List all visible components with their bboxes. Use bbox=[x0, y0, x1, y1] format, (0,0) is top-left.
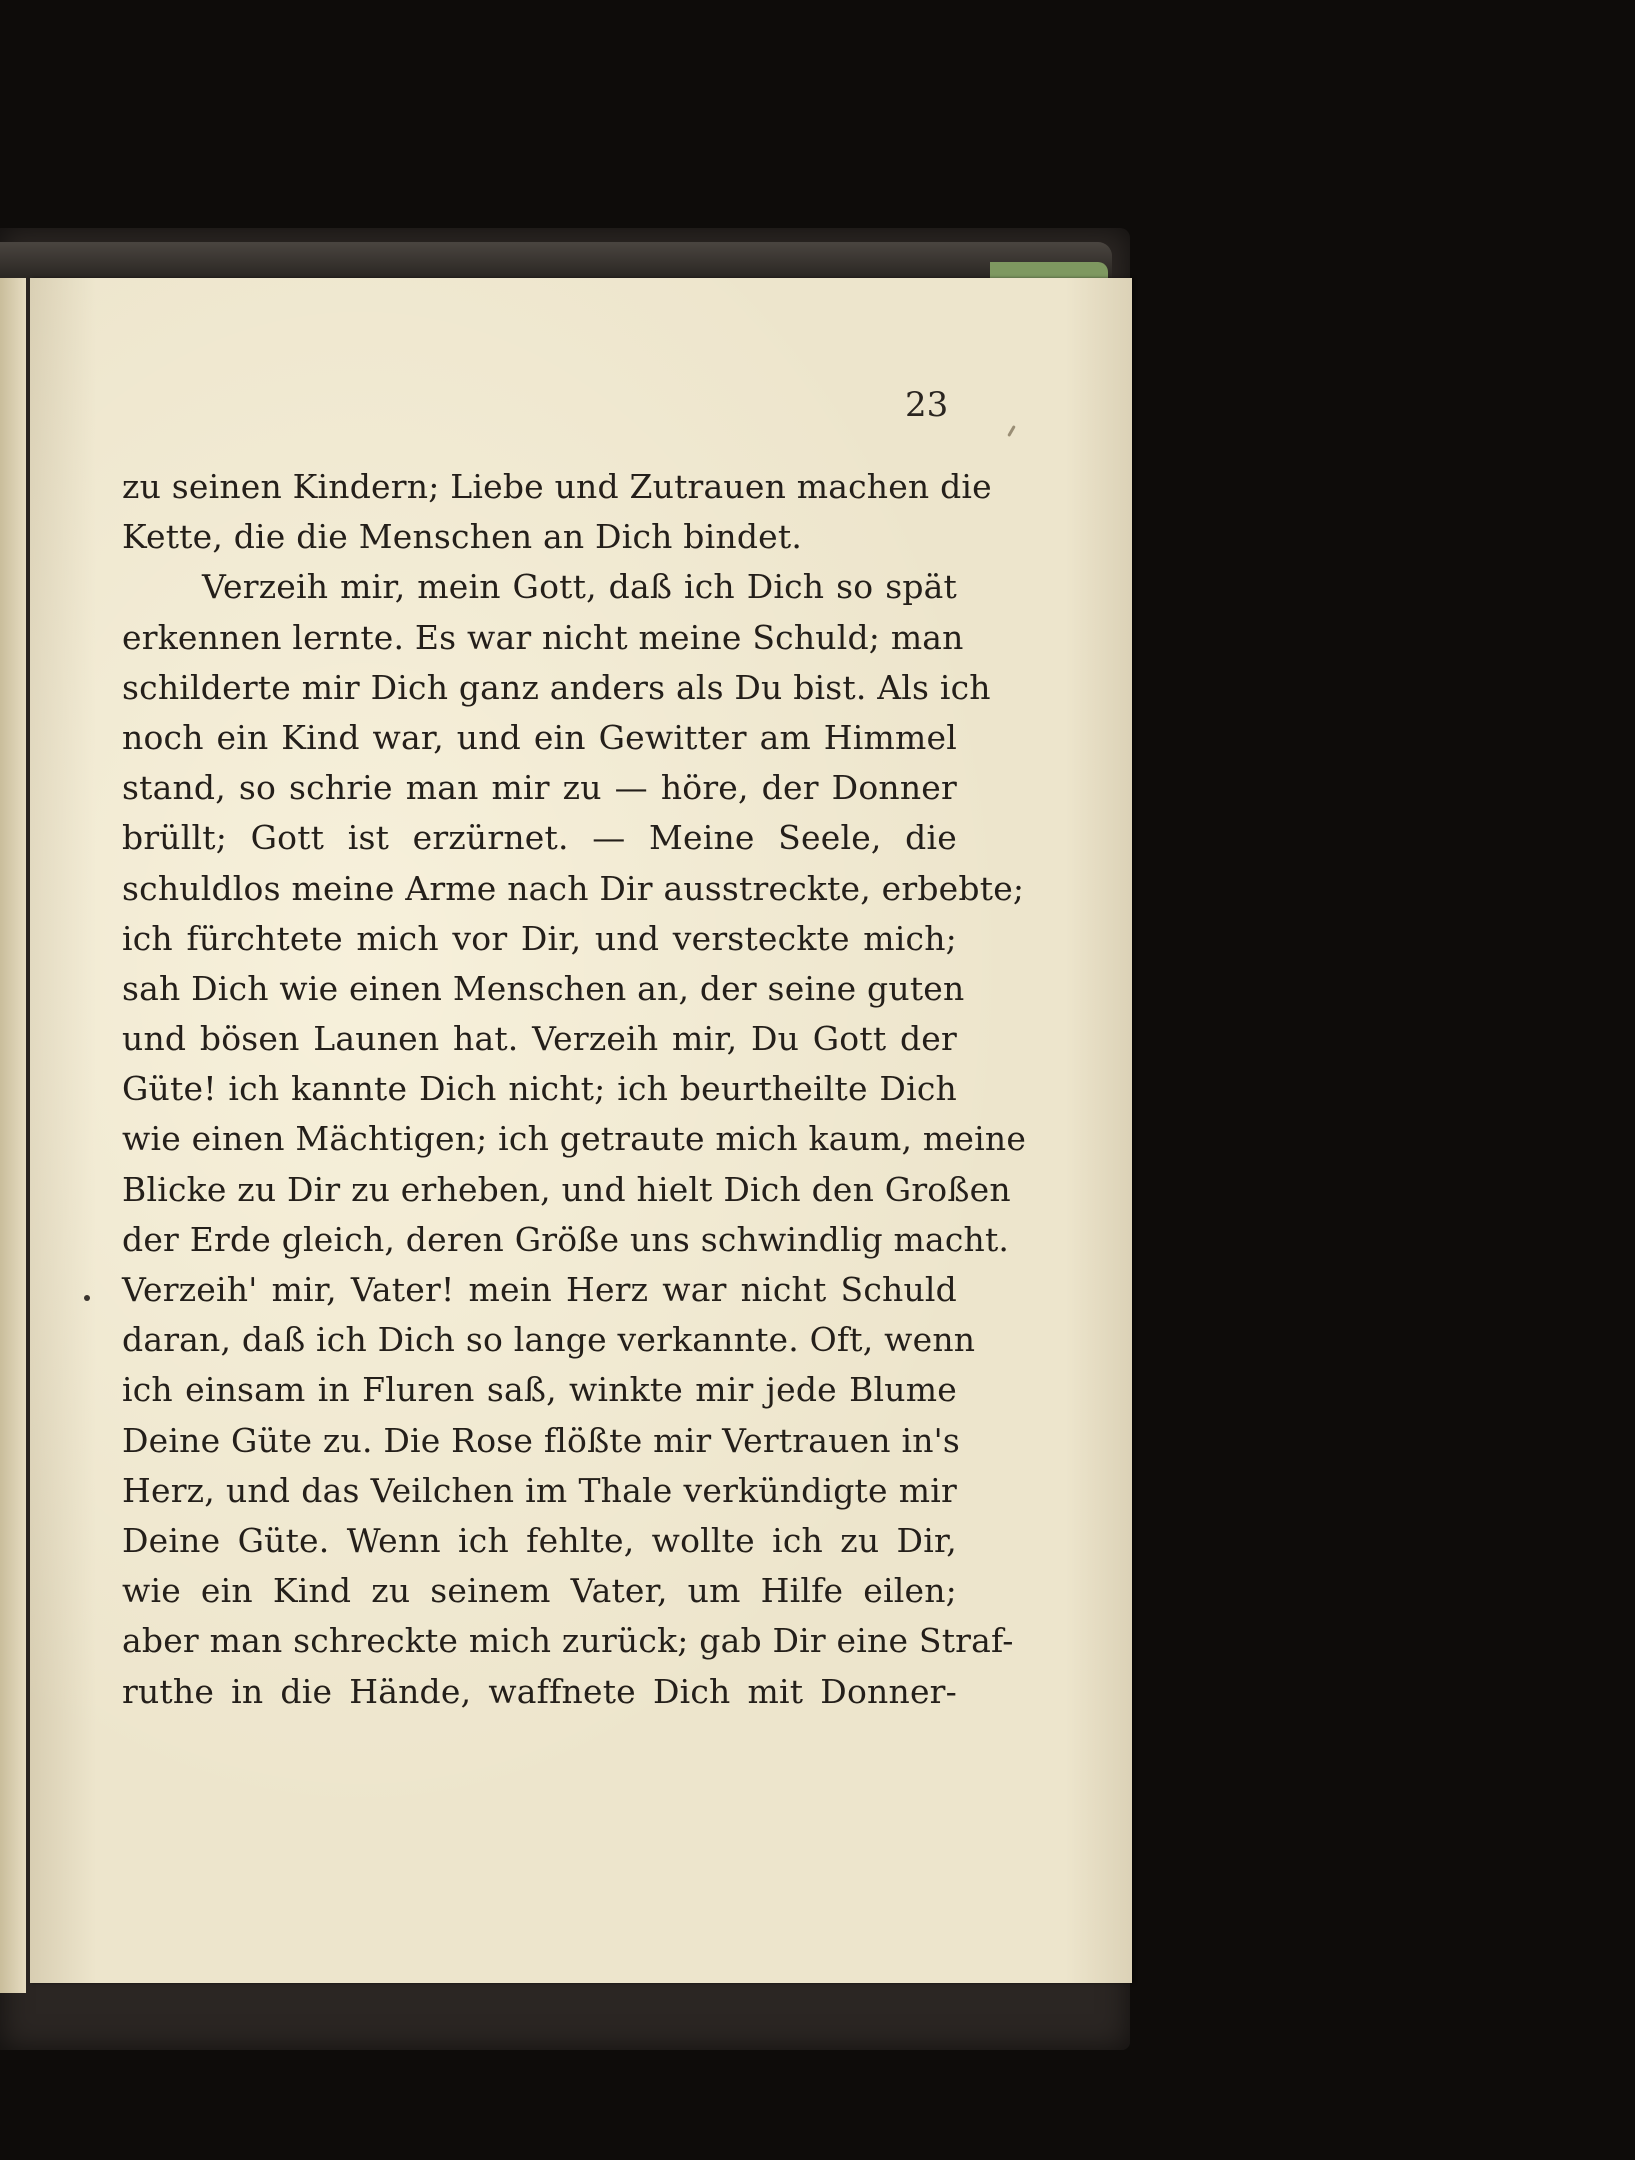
page-number: 23 bbox=[905, 385, 949, 425]
text-line: schuldlos meine Arme nach Dir ausstreckte, erbebte; bbox=[122, 868, 1025, 908]
text-line: sah Dich wie einen Menschen an, der seine guten bbox=[122, 968, 965, 1008]
ink-speck bbox=[84, 1295, 90, 1301]
text-line: wie einen Mächtigen; ich getraute mich kaum, meine bbox=[122, 1119, 1027, 1159]
text-line: wie ein Kind zu seinem Vater, um Hilfe eilen; bbox=[122, 1571, 957, 1611]
text-line: Güte! ich kannte Dich nicht; ich beurtheilte Dich bbox=[122, 1069, 957, 1109]
text-line: Blicke zu Dir zu erheben, und hielt Dich den Großen bbox=[122, 1169, 1011, 1209]
text-line: schilderte mir Dich ganz anders als Du bist. Als ich bbox=[122, 667, 991, 707]
text-line: Herz, und das Veilchen im Thale verkündigte mir bbox=[122, 1470, 957, 1510]
text-line: Kette, die die Menschen an Dich bindet. bbox=[122, 517, 803, 557]
text-line: zu seinen Kindern; Liebe und Zutrauen machen die bbox=[122, 467, 992, 506]
facing-page-edge bbox=[0, 278, 26, 1993]
text-line: noch ein Kind war, und ein Gewitter am Himmel bbox=[122, 717, 957, 757]
text-line: stand, so schrie man mir zu — höre, der Donner bbox=[122, 768, 957, 808]
text-line: aber man schreckte mich zurück; gab Dir eine Straf- bbox=[122, 1621, 1014, 1661]
page-text bbox=[122, 462, 1027, 1717]
book-cover-top-edge bbox=[0, 242, 1112, 278]
text-line: ich einsam in Fluren saß, winkte mir jede Blume bbox=[122, 1370, 957, 1410]
text-line: Deine Güte. Wenn ich fehlte, wollte ich zu Dir, bbox=[122, 1520, 957, 1560]
text-line: ich fürchtete mich vor Dir, und versteckte mich; bbox=[122, 918, 957, 958]
text-line: und bösen Launen hat. Verzeih mir, Du Gott der bbox=[122, 1019, 957, 1059]
text-line: der Erde gleich, deren Größe uns schwindlig macht. bbox=[122, 1219, 1010, 1259]
text-line: erkennen lernte. Es war nicht meine Schuld; man bbox=[122, 617, 964, 657]
text-line: brüllt; Gott ist erzürnet. — Meine Seele, die bbox=[122, 818, 957, 858]
text-line: ruthe in die Hände, waffnete Dich mit Donner- bbox=[122, 1671, 957, 1711]
text-line: Deine Güte zu. Die Rose flößte mir Vertrauen in's bbox=[122, 1420, 961, 1460]
text-line: daran, daß ich Dich so lange verkannte. Oft, wenn bbox=[122, 1320, 976, 1360]
text-line: Verzeih mir, mein Gott, daß ich Dich so spät bbox=[202, 567, 957, 607]
text-line: Verzeih' mir, Vater! mein Herz war nicht Schuld bbox=[122, 1270, 957, 1309]
